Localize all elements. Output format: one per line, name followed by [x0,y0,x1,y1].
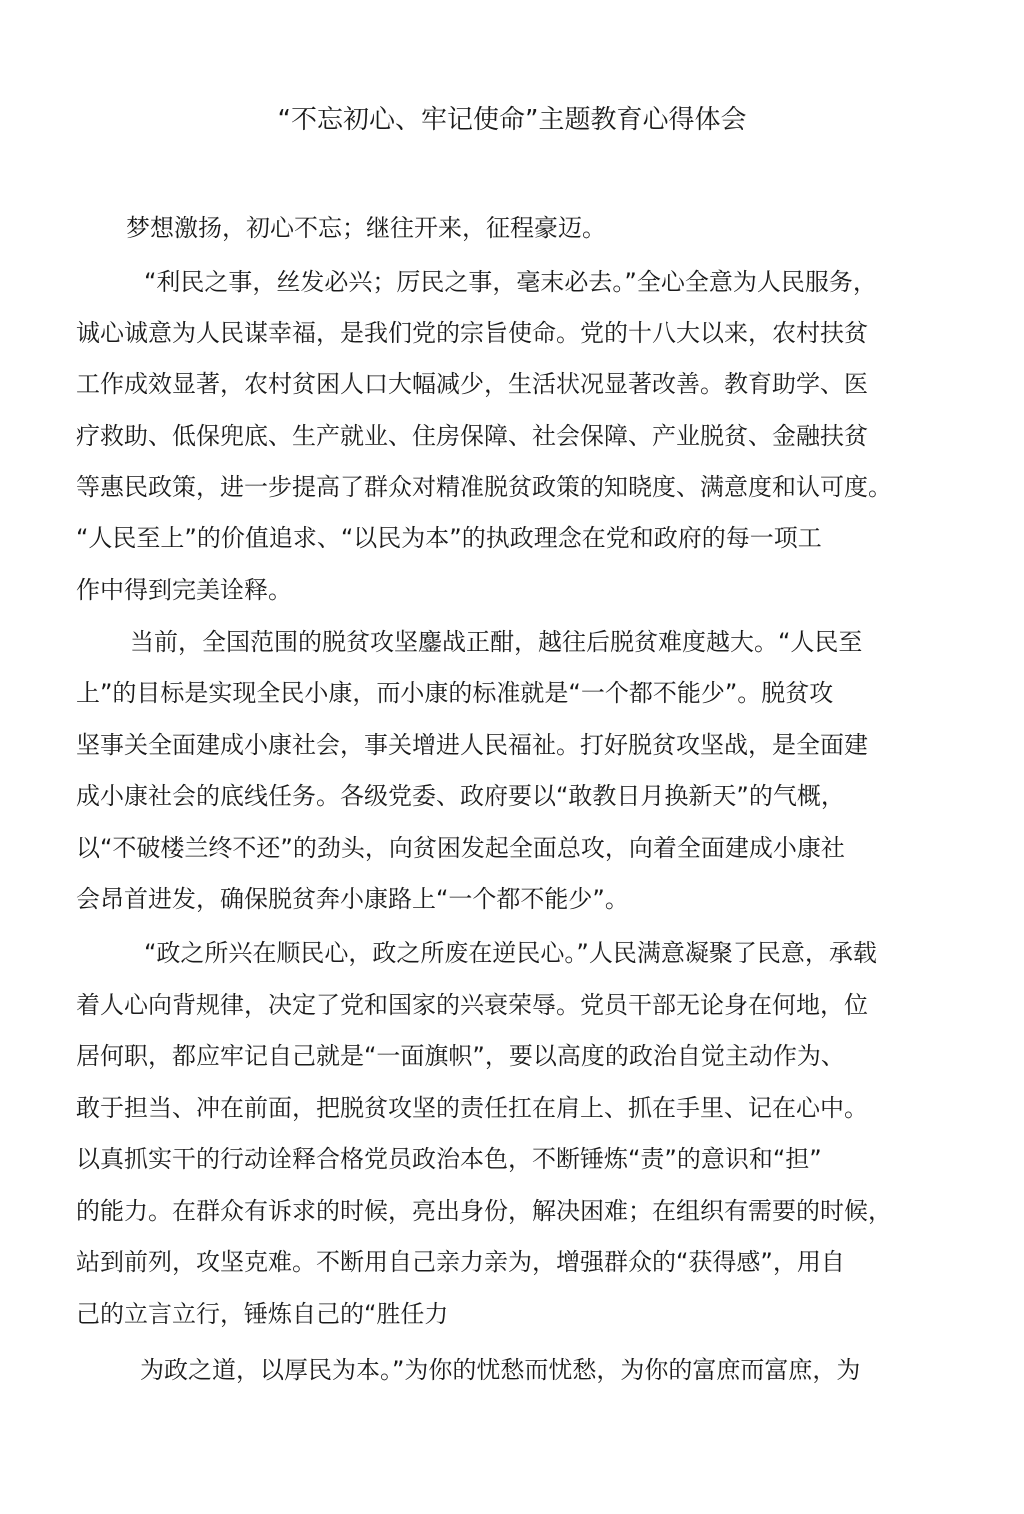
paragraph-line: “政之所兴在顺民心，政之所废在逆民心。”人民满意凝聚了民意，承载 [144,939,877,967]
paragraph-line: “人民至上”的价值追求、“以民为本”的执政理念在党和政府的每一项工 [76,524,822,552]
paragraph-line: 敢于担当、冲在前面，把脱贫攻坚的责任扛在肩上、抓在手里、记在心中。 [76,1094,868,1122]
document-title: “不忘初心、牢记使命”主题教育心得体会 [277,105,747,135]
paragraph-line: 上”的目标是实现全民小康，而小康的标准就是“一个都不能少”。脱贫攻 [76,679,834,707]
paragraph-line: 的能力。在群众有诉求的时候，亮出身份，解决困难；在组织有需要的时候， [76,1197,892,1225]
paragraph-line: 疗救助、低保兜底、生产就业、住房保障、社会保障、产业脱贫、金融扶贫 [76,422,868,450]
paragraph-line: 作中得到完美诠释。 [76,576,292,604]
paragraph-line: 为政之道，以厚民为本。”为你的忧愁而忧愁，为你的富庶而富庶，为 [140,1356,861,1384]
paragraph-line: 工作成效显著，农村贫困人口大幅减少，生活状况显著改善。教育助学、医 [76,370,868,398]
paragraph-line: 等惠民政策，进一步提高了群众对精准脱贫政策的知晓度、满意度和认可度。 [76,473,892,501]
paragraph-line: 站到前列，攻坚克难。不断用自己亲力亲为，增强群众的“获得感”，用自 [76,1248,845,1276]
paragraph-line: 居何职，都应牢记自己就是“一面旗帜”，要以高度的政治自觉主动作为、 [76,1042,845,1070]
paragraph-line: 己的立言立行，锤炼自己的“胜任力 [76,1300,449,1328]
paragraph-line: 梦想激扬，初心不忘；继往开来，征程豪迈。 [126,214,606,242]
paragraph-line: “利民之事，丝发必兴；厉民之事，毫末必去。”全心全意为人民服务， [144,268,877,296]
paragraph-line: 着人心向背规律，决定了党和国家的兴衰荣辱。党员干部无论身在何地，位 [76,991,868,1019]
paragraph-line: 会昂首进发，确保脱贫奔小康路上“一个都不能少”。 [76,885,629,913]
paragraph-line: 成小康社会的底线任务。各级党委、政府要以“敢教日月换新天”的气概， [76,782,845,810]
paragraph-line: 当前，全国范围的脱贫攻坚鏖战正酣，越往后脱贫难度越大。“人民至 [130,628,863,656]
paragraph-line: 诚心诚意为人民谋幸福，是我们党的宗旨使命。党的十八大以来，农村扶贫 [76,319,868,347]
paragraph-line: 坚事关全面建成小康社会，事关增进人民福祉。打好脱贫攻坚战，是全面建 [76,731,868,759]
paragraph-line: 以“不破楼兰终不还”的劲头，向贫困发起全面总攻，向着全面建成小康社 [76,834,845,862]
paragraph-line: 以真抓实干的行动诠释合格党员政治本色，不断锤炼“责”的意识和“担” [76,1145,822,1173]
